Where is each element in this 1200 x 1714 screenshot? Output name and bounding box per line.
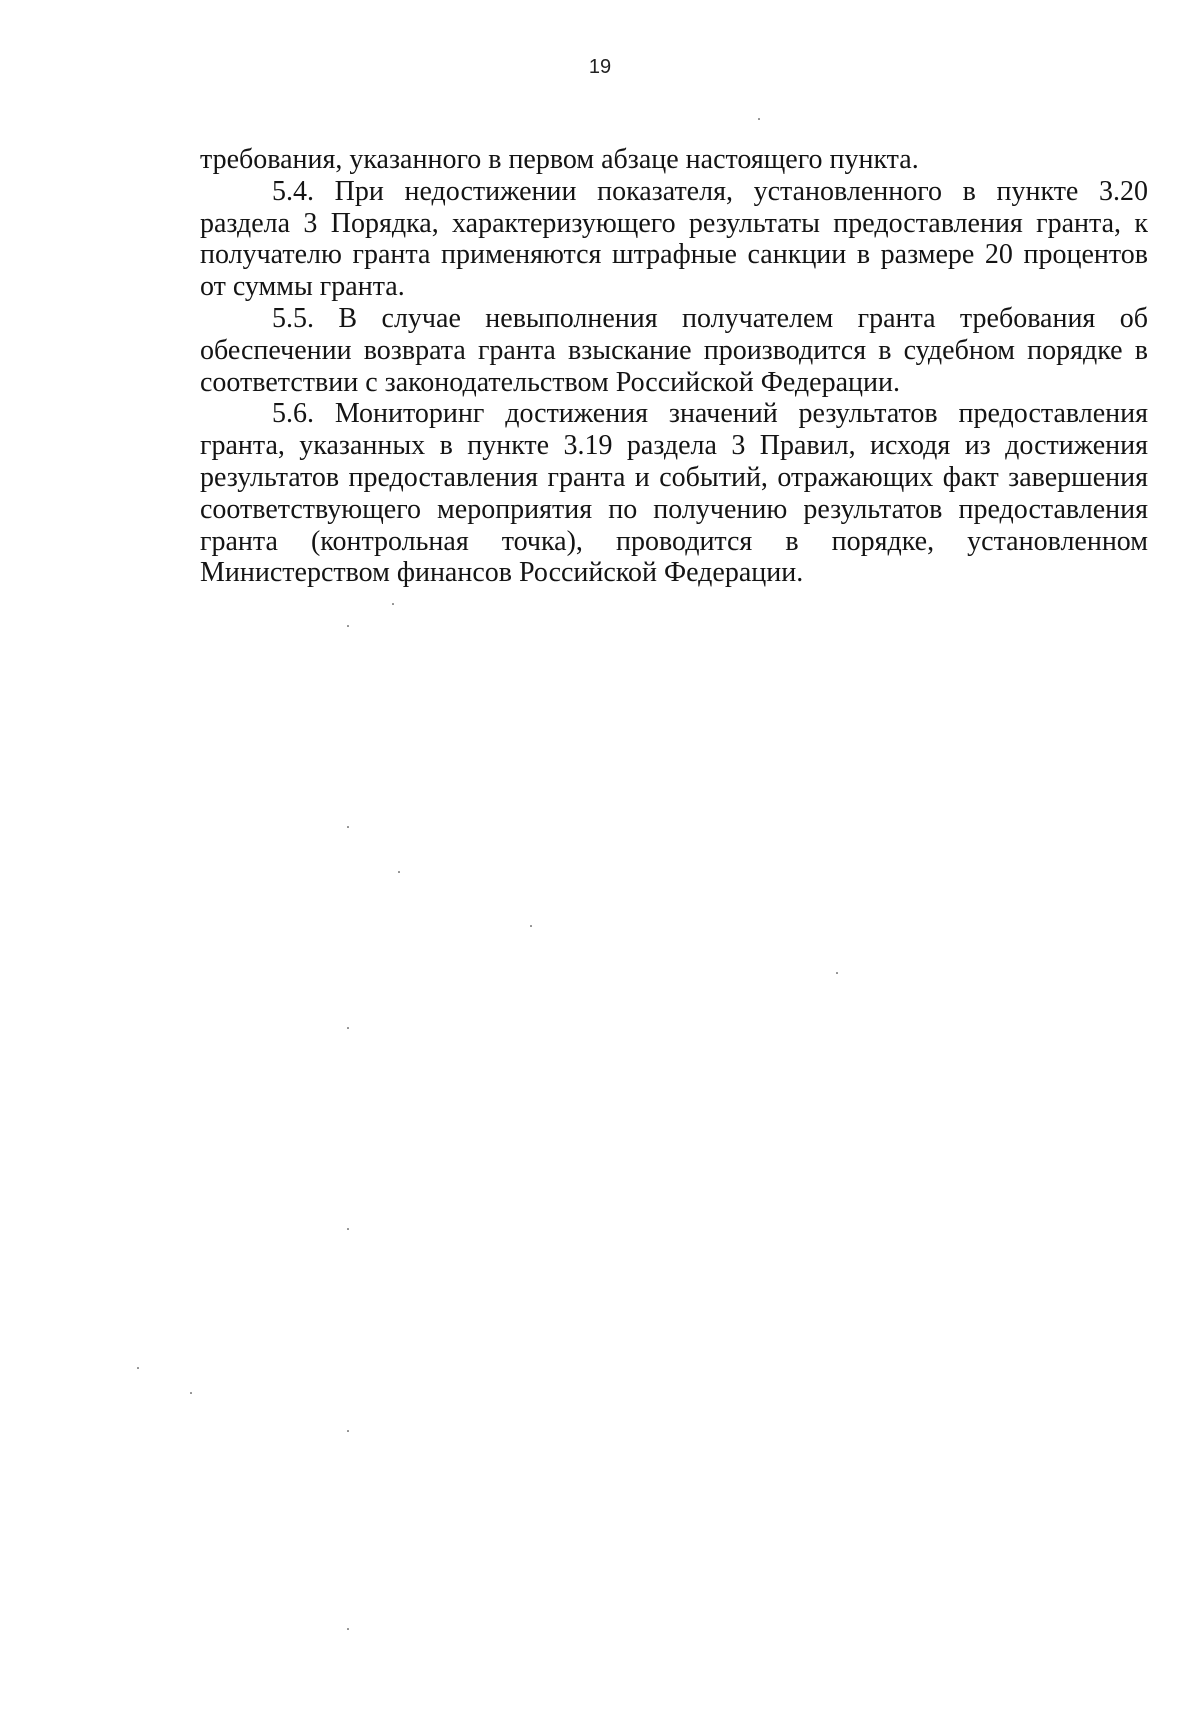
scan-speck	[347, 625, 349, 627]
scan-speck	[347, 1228, 349, 1230]
scan-speck	[530, 925, 532, 927]
paragraph-5-6: 5.6. Мониторинг достижения значений результатов предоставления гранта, указанных в пункте 3.19 раздела 3 Правил, исходя из достижения результатов предоставления гранта и событий, отражающих факт завершения соответствующего мероприятия по получению результатов предоставления гранта (контрольная точка), проводится в порядке, установленном Министерством финансов Российской Федерации.	[200, 398, 1148, 589]
scan-speck	[398, 871, 400, 873]
scan-speck	[836, 972, 838, 974]
scan-speck	[190, 1392, 192, 1394]
paragraph-continuation: требования, указанного в первом абзаце настоящего пункта.	[200, 144, 919, 175]
document-body	[200, 144, 1148, 589]
scan-speck	[347, 1027, 349, 1029]
scan-speck	[347, 1430, 349, 1432]
scan-speck	[347, 826, 349, 828]
scan-speck	[137, 1367, 139, 1369]
paragraph-5-4: 5.4. При недостижении показателя, установленного в пункте 3.20 раздела 3 Порядка, характеризующего результаты предоставления гранта, к получателю гранта применяются штрафные санкции в размере 20 процентов от суммы гранта.	[200, 175, 1148, 303]
scan-speck	[758, 118, 760, 120]
scan-speck	[347, 1628, 349, 1630]
scan-speck	[392, 603, 394, 605]
paragraph-5-5: 5.5. В случае невыполнения получателем гранта требования об обеспечении возврата гранта взыскание производится в судебном порядке в соответствии с законодательством Российской Федерации.	[200, 302, 1148, 398]
page-number: 19	[588, 56, 612, 78]
